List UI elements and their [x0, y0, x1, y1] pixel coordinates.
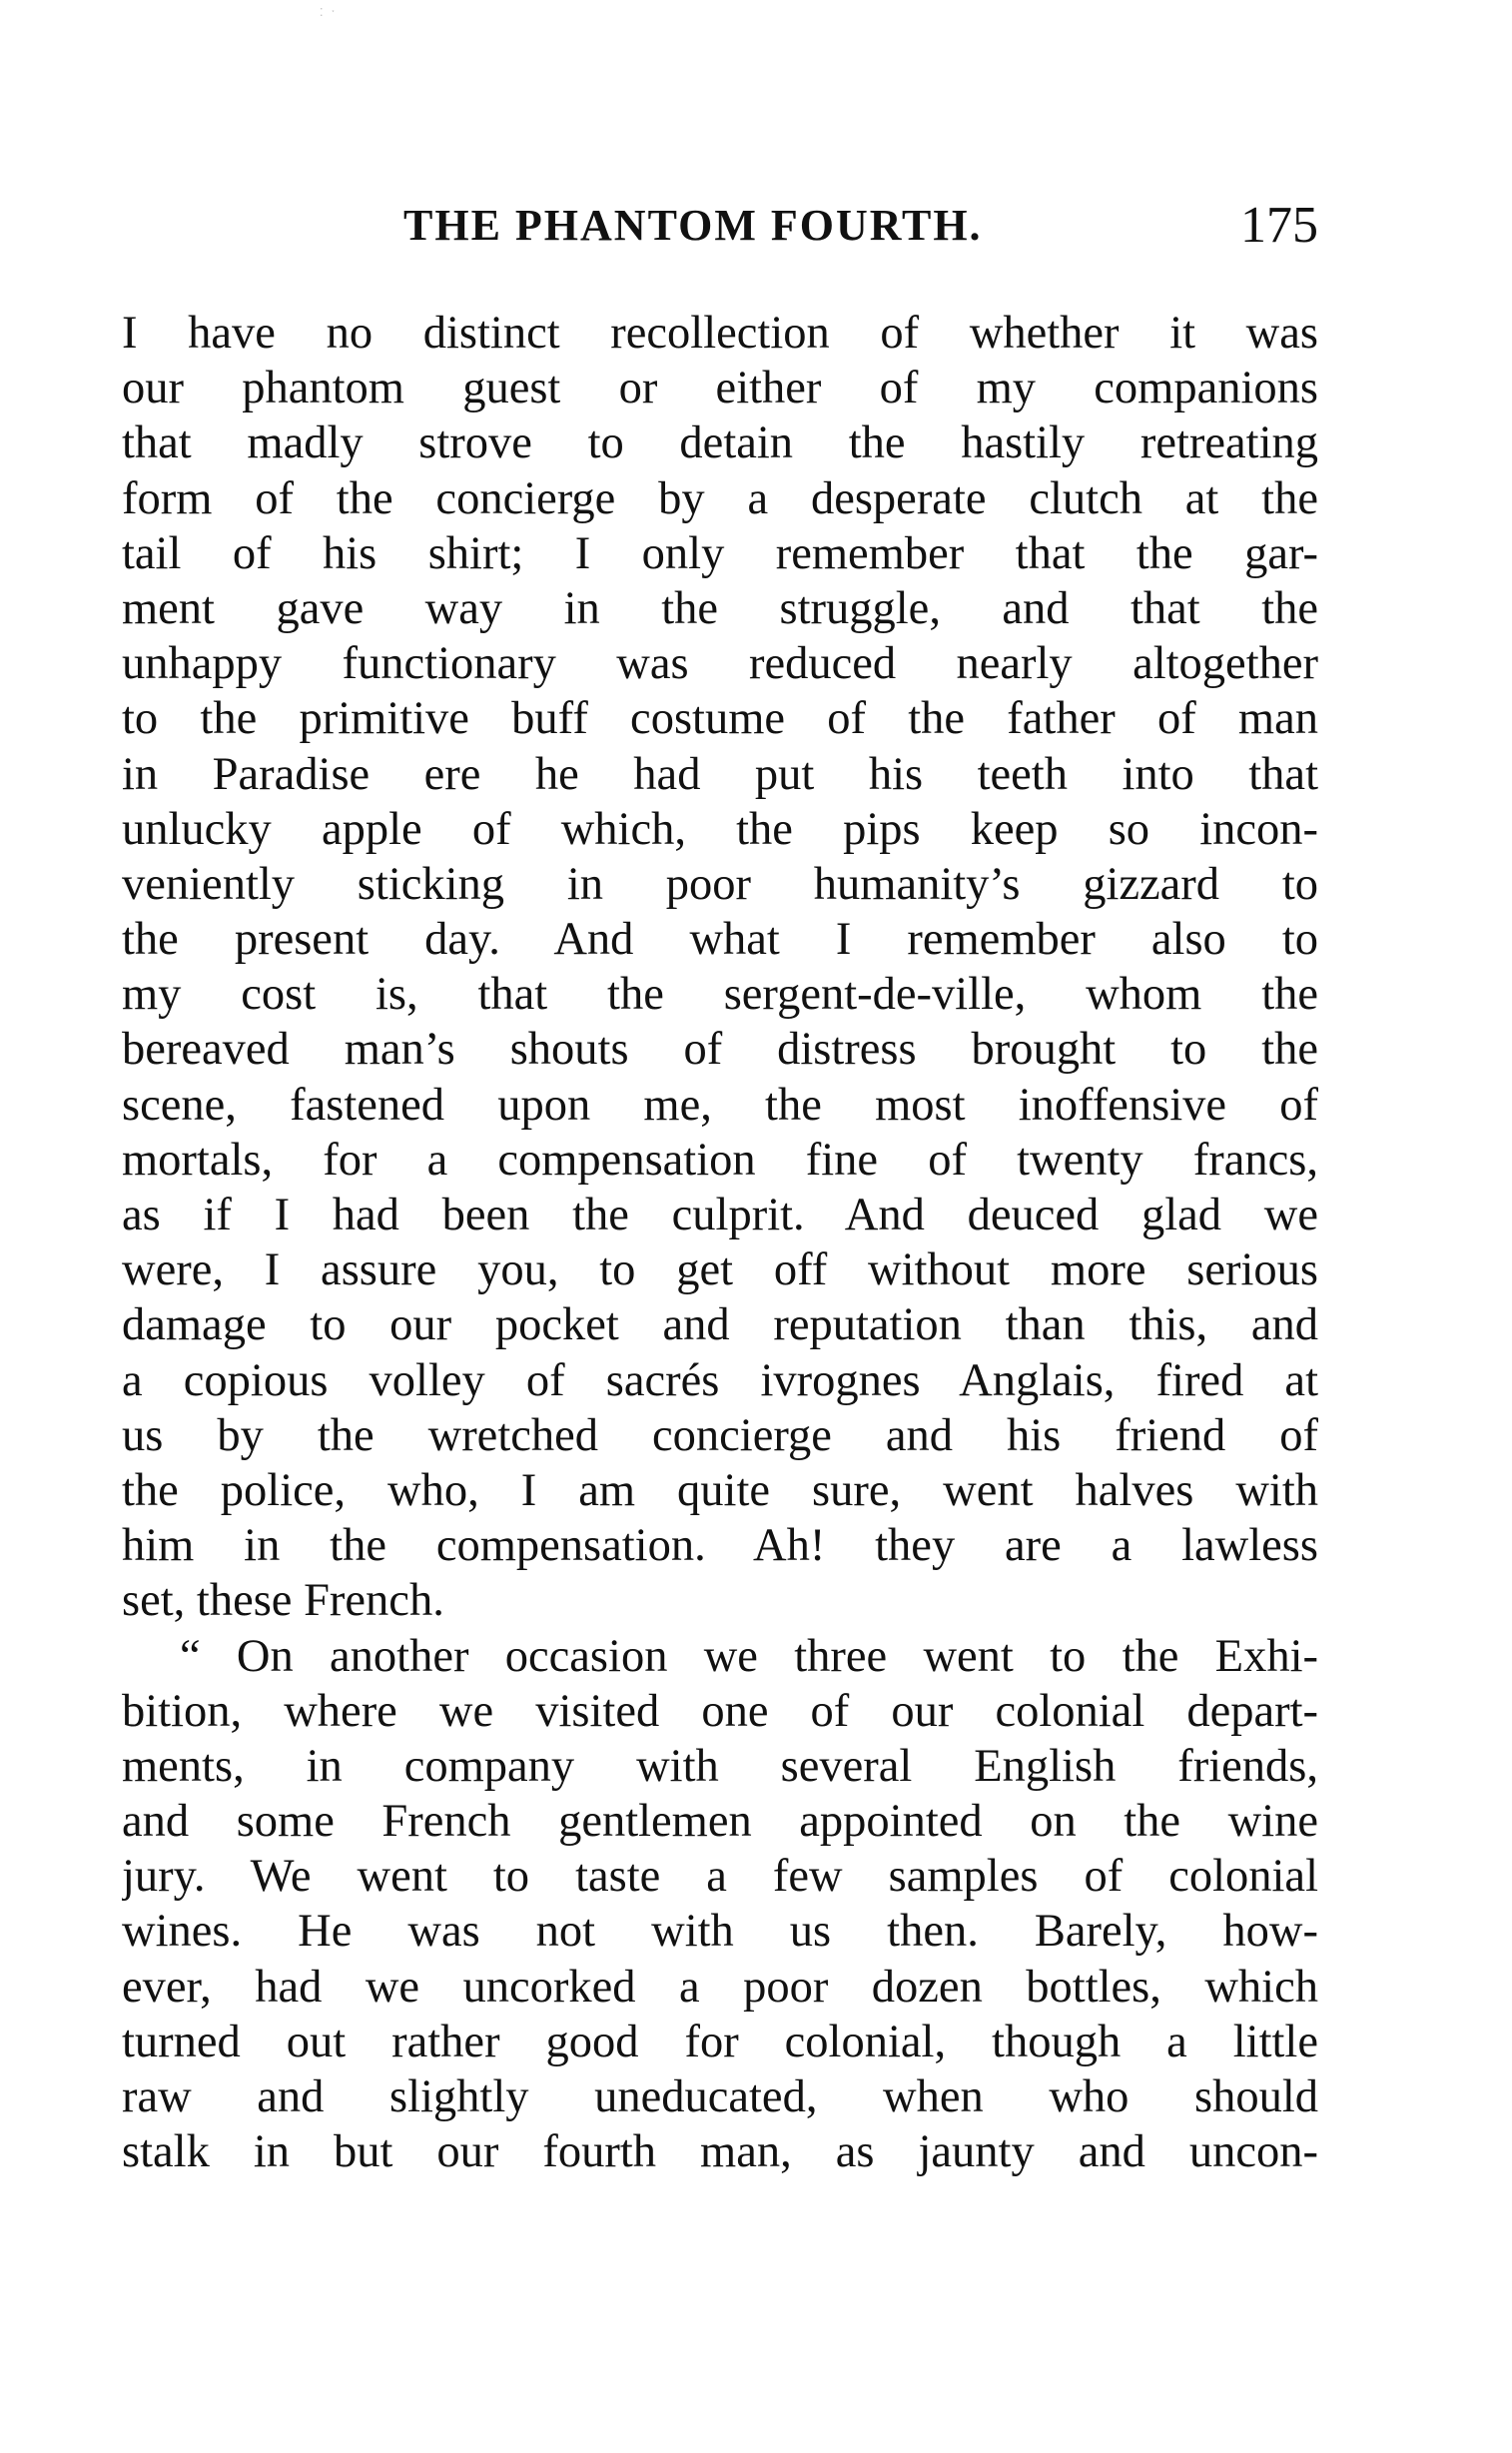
text-line: tail of his shirt; I only remember that the gar-	[122, 527, 1318, 579]
text-line: I have no distinct recollection of whether it was	[122, 308, 1318, 359]
text-line: ever, had we uncorked a poor dozen bottles, which	[122, 1961, 1318, 2013]
text-line: bition, where we visited one of our colonial depart-	[122, 1685, 1318, 1737]
text-line: our phantom guest or either of my companions	[122, 363, 1318, 414]
text-line: form of the concierge by a desperate clutch at the	[122, 472, 1318, 524]
text-line: the police, who, I am quite sure, went halves with	[122, 1464, 1318, 1516]
text-line: ment gave way in the struggle, and that the	[122, 582, 1318, 634]
text-line: ments, in company with several English friends,	[122, 1740, 1318, 1792]
text-line: scene, fastened upon me, the most inoffensive of	[122, 1079, 1318, 1131]
text-line: veniently sticking in poor humanity’s gizzard to	[122, 858, 1318, 910]
text-line: a copious volley of sacrés ivrognes Anglais, fired at	[122, 1354, 1318, 1406]
body-text	[122, 306, 1318, 2179]
text-line: us by the wretched concierge and his friend of	[122, 1409, 1318, 1461]
text-line: wines. He was not with us then. Barely, how-	[122, 1906, 1318, 1958]
text-line: him in the compensation. Ah! they are a lawless	[122, 1520, 1318, 1572]
running-head: THE PHANTOM FOURTH.	[403, 201, 983, 250]
text-line: my cost is, that the sergent-de-ville, whom the	[122, 969, 1318, 1021]
page-header	[122, 197, 1318, 270]
text-line: to the primitive buff costume of the father of man	[122, 693, 1318, 745]
text-line: unhappy functionary was reduced nearly altogether	[122, 638, 1318, 690]
text-line: and some French gentlemen appointed on the wine	[122, 1796, 1318, 1848]
paragraph-end-line: set, these French.	[122, 1575, 444, 1627]
scan-specks: ⁚ ˑ	[320, 6, 337, 19]
text-line: unlucky apple of which, the pips keep so incon-	[122, 803, 1318, 855]
text-line: raw and slightly uneducated, when who should	[122, 2071, 1318, 2122]
text-line: that madly strove to detain the hastily retreating	[122, 417, 1318, 469]
text-line: turned out rather good for colonial, though a little	[122, 2016, 1318, 2067]
text-line: bereaved man’s shouts of distress brought to the	[122, 1024, 1318, 1076]
paragraph-start-line: “ On another occasion we three went to the Exhi-	[180, 1630, 1318, 1682]
text-line: jury. We went to taste a few samples of colonial	[122, 1851, 1318, 1903]
text-line: the present day. And what I remember also to	[122, 914, 1318, 966]
text-line: were, I assure you, to get off without more serious	[122, 1244, 1318, 1296]
text-line: as if I had been the culprit. And deuced glad we	[122, 1190, 1318, 1240]
text-line: mortals, for a compensation fine of twenty francs,	[122, 1134, 1318, 1186]
text-line: stalk in but our fourth man, as jaunty and uncon-	[122, 2126, 1318, 2178]
page-number: 175	[1240, 197, 1318, 254]
text-line: damage to our pocket and reputation than this, and	[122, 1299, 1318, 1351]
text-line: in Paradise ere he had put his teeth into that	[122, 748, 1318, 800]
